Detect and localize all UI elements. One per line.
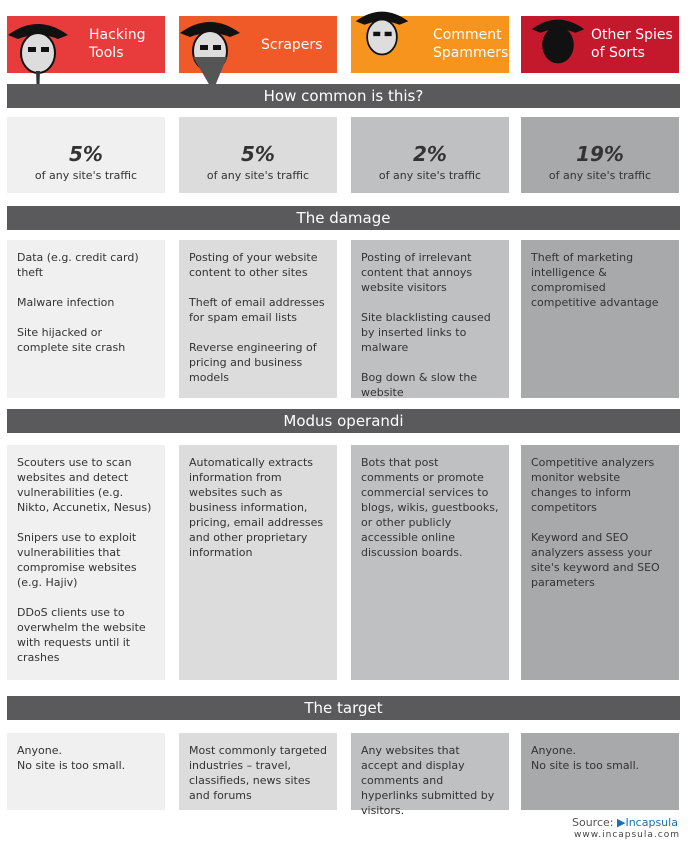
- modus-item: Scouters use to scan websites and detect vulnerabilities (e.g. Nikto, Accunetix, Nesus): [17, 456, 152, 514]
- modus-item: Competitive analyzers monitor website changes to inform competitors: [531, 456, 655, 514]
- modus-item: DDoS clients use to overwhelm the website with requests until it crashes: [17, 606, 146, 664]
- damage-card: [351, 240, 509, 398]
- modus-item: Bots that post comments or promote commercial services to blogs, wikis, guestbooks, or other publicly accessible online discussion boards.: [361, 456, 499, 559]
- damage-item: Site hijacked or complete site crash: [17, 326, 126, 354]
- bandit-icon: [175, 10, 245, 92]
- modus-card: [521, 445, 679, 680]
- frequency-card: 5% of any site's traffic: [179, 117, 337, 193]
- modus-card: [7, 445, 165, 680]
- category-header: Hacking Tools: [7, 16, 165, 73]
- section-header-target: The target: [7, 696, 680, 720]
- section-header-modus: Modus operandi: [7, 409, 680, 433]
- damage-item: Site blacklisting caused by inserted links to malware: [361, 311, 491, 354]
- target-card: [179, 733, 337, 810]
- modus-card: [351, 445, 509, 680]
- modus-item: Keyword and SEO analyzers assess your site's keyword and SEO parameters: [531, 531, 660, 589]
- jester-icon: [347, 2, 417, 72]
- source-url[interactable]: www.incapsula.com: [574, 830, 680, 840]
- category-header: Other Spies of Sorts: [521, 16, 679, 73]
- damage-item: Malware infection: [17, 296, 115, 309]
- modus-item: Snipers use to exploit vulnerabilities that compromise websites (e.g. Hajiv): [17, 531, 137, 589]
- category-header: Scrapers: [179, 16, 337, 73]
- category-header: Comment Spammers: [351, 16, 509, 73]
- section-header-damage: The damage: [7, 206, 680, 230]
- target-item: Anyone. No site is too small.: [531, 744, 640, 772]
- target-card: [521, 733, 679, 810]
- damage-item: Data (e.g. credit card) theft: [17, 251, 139, 279]
- source-credit: Source: ▶Incapsula: [572, 816, 678, 829]
- damage-item: Posting of irrelevant content that annoys website visitors: [361, 251, 473, 294]
- damage-item: Posting of your website content to other sites: [189, 251, 318, 279]
- frequency-card: 2% of any site's traffic: [351, 117, 509, 193]
- incapsula-logo-icon: ▶: [617, 816, 626, 829]
- damage-card: [179, 240, 337, 398]
- modus-card: [179, 445, 337, 680]
- damage-item: Theft of marketing intelligence & compromised competitive advantage: [531, 251, 659, 309]
- target-item: Most commonly targeted industries – travel, classifieds, news sites and forums: [189, 744, 327, 802]
- target-item: Anyone. No site is too small.: [17, 744, 126, 772]
- frequency-card: 19% of any site's traffic: [521, 117, 679, 193]
- damage-card: [7, 240, 165, 398]
- frequency-card: 5% of any site's traffic: [7, 117, 165, 193]
- damage-card: [521, 240, 679, 398]
- damage-item: Reverse engineering of pricing and business models: [189, 341, 317, 384]
- damage-item: Bog down & slow the website: [361, 371, 478, 399]
- target-item: Any websites that accept and display comments and hyperlinks submitted by visitors.: [361, 744, 495, 817]
- damage-item: Theft of email addresses for spam email lists: [189, 296, 325, 324]
- target-card: [351, 733, 509, 817]
- section-header-common: How common is this?: [7, 84, 680, 108]
- spy-icon: [523, 10, 593, 80]
- modus-item: Automatically extracts information from websites such as business information, pricing, email addresses and other proprietary information: [189, 456, 324, 559]
- target-card: [7, 733, 165, 810]
